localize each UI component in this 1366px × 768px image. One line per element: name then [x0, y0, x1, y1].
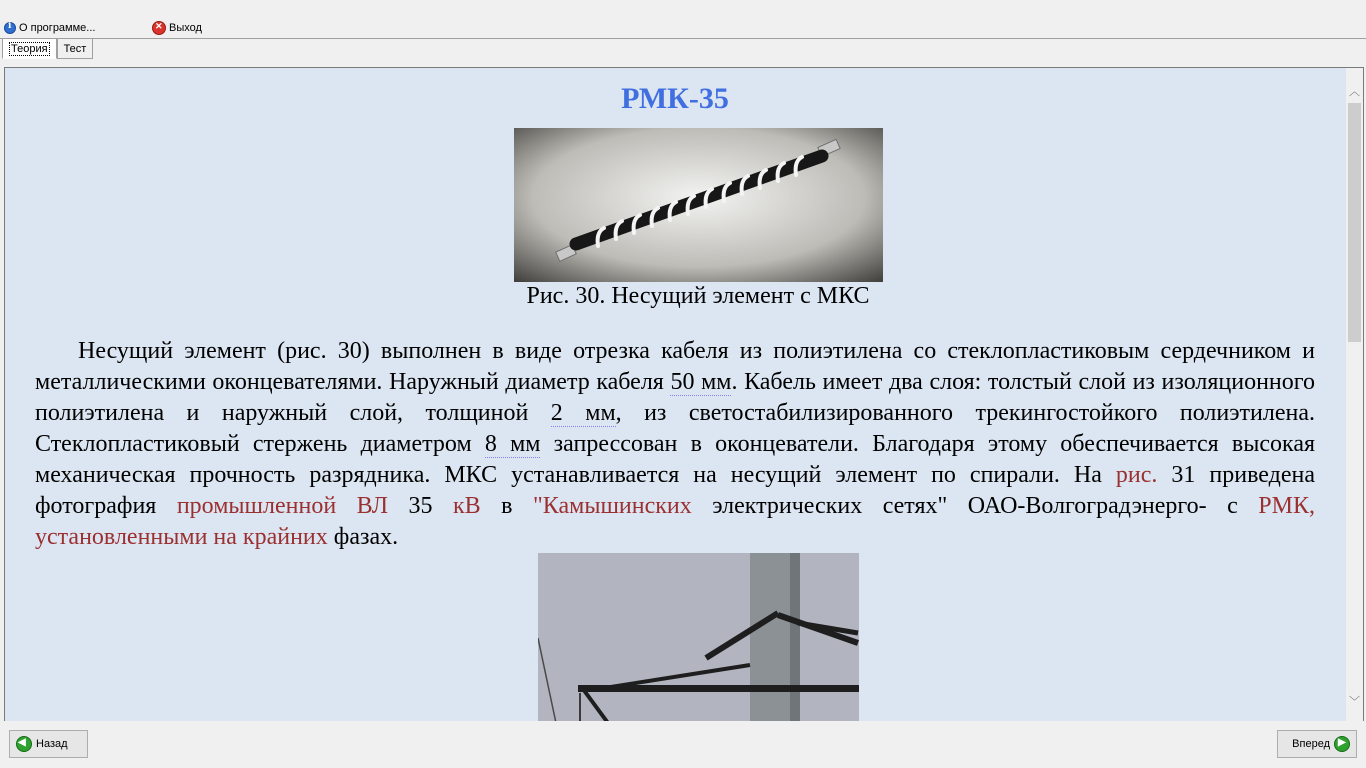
figure-caption: Рис. 30. Несущий элемент с МКС: [526, 283, 870, 309]
para-text-2: . Кабель имеет два слоя: толстый слой из изоляционного полиэтилена и наружный слой, толщиной: [35, 369, 1316, 426]
para-text-8: электрических сетях" ОАО-Волгоградэнерго- с: [691, 493, 1259, 519]
link-kv[interactable]: кВ: [453, 493, 481, 519]
para-text-5: 31 приведена фотография: [35, 462, 1315, 519]
link-rmk-phases[interactable]: РМК, установленными на крайних: [35, 493, 1315, 550]
about-menu-item[interactable]: [4, 20, 95, 36]
scroll-up-icon[interactable]: ︿: [1349, 85, 1360, 98]
scroll-down-icon[interactable]: ﹀: [1349, 695, 1360, 708]
para-text-6: 35: [388, 493, 454, 519]
tab-theory-label: Теория: [11, 42, 48, 55]
about-label: О программе...: [19, 22, 96, 34]
page-title: РМК-35: [621, 82, 729, 115]
para-text-7: в: [480, 493, 533, 519]
menu-bar: [0, 18, 1366, 38]
para-text-9: фазах.: [327, 524, 399, 550]
exit-menu-item[interactable]: [152, 20, 202, 36]
link-industrial-line[interactable]: промышленной ВЛ: [176, 493, 389, 519]
para-text-4: запрессован в оконцеватели. Благодаря этому обеспечивается высокая механическая прочность разрядника. МКС устанавливается на несущий элемент по спирали. На: [35, 431, 1316, 488]
glossary-term-50mm[interactable]: 50 мм: [670, 369, 732, 395]
forward-button[interactable]: [1277, 730, 1357, 758]
forward-label: Вперед: [1292, 738, 1330, 750]
vertical-scrollbar[interactable]: [1346, 68, 1363, 722]
description-paragraph: [35, 336, 1315, 553]
exit-icon: [152, 21, 166, 35]
tab-test-label: Тест: [63, 42, 87, 55]
glossary-term-2mm[interactable]: 2 мм: [550, 400, 616, 426]
carrier-element-image: [514, 128, 883, 282]
link-fig[interactable]: рис.: [1115, 462, 1158, 488]
forward-arrow-icon: [1334, 736, 1350, 752]
navigation-bar: [0, 721, 1366, 768]
power-line-photo: [538, 553, 859, 722]
glossary-term-8mm[interactable]: 8 мм: [484, 431, 541, 457]
back-button[interactable]: [9, 730, 88, 758]
exit-label: Выход: [169, 22, 202, 34]
scroll-thumb[interactable]: [1348, 103, 1361, 342]
tab-strip: [2, 39, 93, 59]
back-label: Назад: [36, 738, 68, 750]
link-kamyshin[interactable]: "Камышинских: [533, 493, 692, 519]
content-viewer[interactable]: [4, 67, 1364, 722]
tab-test[interactable]: [57, 39, 94, 59]
back-arrow-icon: [16, 736, 32, 752]
info-icon: [4, 22, 16, 34]
para-text-1: Несущий элемент (рис. 30) выполнен в виде отрезка кабеля из полиэтилена со стеклопластиковым сердечником и металлическими оконцевателями. Наружный диаметр кабеля: [35, 338, 1315, 395]
menu-separator: [0, 38, 1366, 39]
para-text-3: , из светостабилизированного трекингостойкого полиэтилена. Стеклопластиковый стержень диаметром: [35, 400, 1315, 457]
tab-theory[interactable]: [2, 39, 57, 59]
